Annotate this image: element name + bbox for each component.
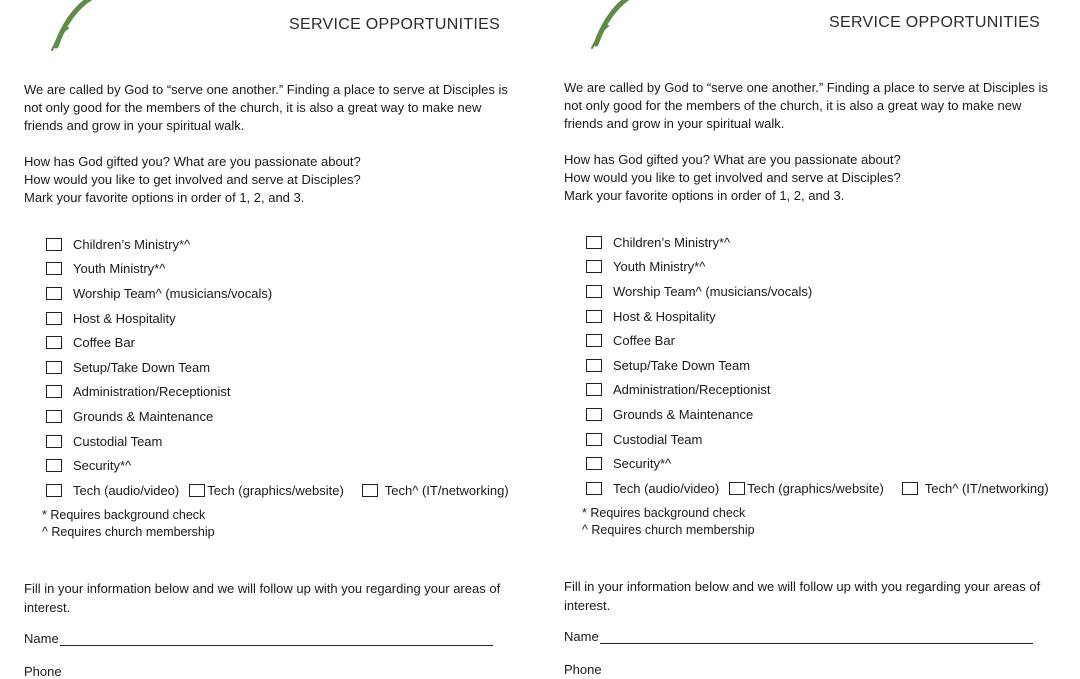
option-youth-ministry[interactable] — [586, 255, 1076, 280]
option-security[interactable] — [586, 451, 1076, 476]
option-label: Host & Hospitality — [613, 308, 716, 324]
option-host-hospitality[interactable] — [586, 304, 1076, 329]
church-logo-wordmark — [104, 0, 496, 4]
option-tech-it-networking[interactable] — [362, 483, 509, 498]
checkbox[interactable] — [46, 287, 62, 300]
checkbox[interactable] — [586, 383, 602, 396]
flyer-subtitle: SERVICE OPPORTUNITIES — [289, 16, 501, 33]
phone-label: Phone — [564, 662, 602, 677]
option-label: Tech^ (IT/networking) — [384, 482, 509, 498]
checkbox[interactable] — [46, 238, 62, 251]
options-list — [46, 232, 536, 503]
checkbox[interactable] — [46, 262, 62, 275]
question-list — [24, 153, 524, 207]
checkbox[interactable] — [586, 310, 602, 323]
checkbox[interactable] — [902, 482, 918, 495]
question-line: How has God gifted you? What are you passionate about? — [564, 152, 901, 167]
option-label: Youth Ministry*^ — [73, 261, 166, 277]
question-line: How has God gifted you? What are you passionate about? — [24, 154, 361, 169]
question-line: How would you like to get involved and serve at Disciples? — [564, 170, 901, 185]
checkbox[interactable] — [586, 433, 602, 446]
option-label: Tech^ (IT/networking) — [924, 480, 1049, 496]
requirement-notes — [582, 505, 755, 539]
church-logo-swoosh — [574, 0, 644, 52]
options-list — [586, 230, 1076, 501]
option-label: Setup/Take Down Team — [73, 359, 211, 375]
option-custodial-team[interactable] — [46, 429, 536, 454]
intro-paragraph: We are called by God to “serve one another.” Finding a place to serve at Disciples is not only good for the members of the church, it is also a great way to make new friends and grow in your spiritual walk. — [24, 82, 508, 133]
intro-paragraph: We are called by God to “serve one another.” Finding a place to serve at Disciples is not only good for the members of the church, it is also a great way to make new friends and grow in your spiritual walk. — [564, 80, 1048, 131]
tech-options-row — [46, 478, 536, 503]
checkbox[interactable] — [46, 312, 62, 325]
name-line[interactable] — [60, 631, 493, 646]
checkbox[interactable] — [586, 285, 602, 298]
checkbox[interactable] — [586, 236, 602, 249]
note-membership: ^ Requires church membership — [42, 525, 215, 539]
checkbox[interactable] — [586, 457, 602, 470]
option-grounds-maintenance[interactable] — [46, 404, 536, 429]
option-tech-audio-video[interactable] — [46, 483, 179, 498]
flyer-subtitle: SERVICE OPPORTUNITIES — [829, 14, 1041, 31]
requirement-notes — [42, 507, 215, 541]
option-host-hospitality[interactable] — [46, 306, 536, 331]
option-administration[interactable] — [586, 378, 1076, 403]
option-label: Security*^ — [73, 458, 132, 474]
tech-options-row — [586, 476, 1076, 501]
question-line: Mark your favorite options in order of 1, 2, and 3. — [564, 188, 845, 203]
name-field[interactable] — [564, 629, 1033, 644]
checkbox[interactable] — [729, 482, 745, 495]
option-label: Custodial Team — [73, 433, 163, 449]
option-childrens-ministry[interactable] — [46, 232, 536, 257]
option-childrens-ministry[interactable] — [586, 230, 1076, 255]
checkbox[interactable] — [586, 408, 602, 421]
option-tech-graphics-website[interactable] — [189, 483, 344, 498]
note-background-check: * Requires background check — [42, 508, 206, 522]
option-tech-audio-video[interactable] — [586, 481, 719, 496]
option-custodial-team[interactable] — [586, 427, 1076, 452]
checkbox[interactable] — [46, 410, 62, 423]
checkbox[interactable] — [46, 361, 62, 374]
option-label: Custodial Team — [613, 431, 703, 447]
checkbox[interactable] — [189, 484, 205, 497]
checkbox[interactable] — [46, 459, 62, 472]
question-line: Mark your favorite options in order of 1, 2, and 3. — [24, 190, 305, 205]
option-label: Security*^ — [613, 456, 672, 472]
option-security[interactable] — [46, 453, 536, 478]
church-logo-wordmark — [644, 0, 1036, 2]
option-coffee-bar[interactable] — [46, 330, 536, 355]
note-background-check: * Requires background check — [582, 506, 746, 520]
option-label: Grounds & Maintenance — [73, 408, 214, 424]
checkbox[interactable] — [586, 260, 602, 273]
checkbox[interactable] — [362, 484, 378, 497]
checkbox[interactable] — [586, 482, 602, 495]
name-line[interactable] — [600, 629, 1033, 644]
option-label: Coffee Bar — [613, 333, 675, 349]
fill-in-instructions: Fill in your information below and we will follow up with you regarding your areas of interest. — [24, 581, 501, 615]
flyer-right — [564, 0, 1080, 677]
option-administration[interactable] — [46, 380, 536, 405]
name-field[interactable] — [24, 631, 493, 646]
option-label: Children’s Ministry*^ — [613, 234, 731, 250]
option-setup-takedown[interactable] — [586, 353, 1076, 378]
option-youth-ministry[interactable] — [46, 257, 536, 282]
option-grounds-maintenance[interactable] — [586, 402, 1076, 427]
note-membership: ^ Requires church membership — [582, 523, 755, 537]
option-label: Children’s Ministry*^ — [73, 236, 191, 252]
option-label: Host & Hospitality — [73, 310, 176, 326]
option-label: Youth Ministry*^ — [613, 259, 706, 275]
question-list — [564, 151, 1064, 205]
checkbox[interactable] — [46, 435, 62, 448]
option-label: Administration/Receptionist — [613, 382, 771, 398]
option-label: Administration/Receptionist — [73, 384, 231, 400]
option-tech-it-networking[interactable] — [902, 481, 1049, 496]
flyer-left — [24, 0, 544, 679]
question-line: How would you like to get involved and serve at Disciples? — [24, 172, 361, 187]
fill-in-instructions: Fill in your information below and we will follow up with you regarding your areas of interest. — [564, 579, 1041, 613]
checkbox[interactable] — [586, 359, 602, 372]
option-setup-takedown[interactable] — [46, 355, 536, 380]
option-label: Tech (graphics/website) — [207, 482, 344, 498]
option-label: Worship Team^ (musicians/vocals) — [73, 285, 273, 301]
option-worship-team[interactable] — [586, 279, 1076, 304]
checkbox[interactable] — [586, 334, 602, 347]
option-label: Coffee Bar — [73, 335, 135, 351]
option-label: Tech (audio/video) — [613, 480, 720, 496]
option-coffee-bar[interactable] — [586, 328, 1076, 353]
option-worship-team[interactable] — [46, 281, 536, 306]
church-logo-swoosh — [34, 0, 104, 54]
checkbox[interactable] — [46, 385, 62, 398]
phone-label: Phone — [24, 664, 62, 679]
name-label: Name — [564, 629, 599, 644]
option-label: Setup/Take Down Team — [613, 357, 751, 373]
option-label: Tech (graphics/website) — [747, 480, 884, 496]
name-label: Name — [24, 631, 59, 646]
option-label: Tech (audio/video) — [73, 482, 180, 498]
option-label: Worship Team^ (musicians/vocals) — [613, 283, 813, 299]
option-label: Grounds & Maintenance — [613, 406, 754, 422]
checkbox[interactable] — [46, 484, 62, 497]
option-tech-graphics-website[interactable] — [729, 481, 884, 496]
checkbox[interactable] — [46, 336, 62, 349]
